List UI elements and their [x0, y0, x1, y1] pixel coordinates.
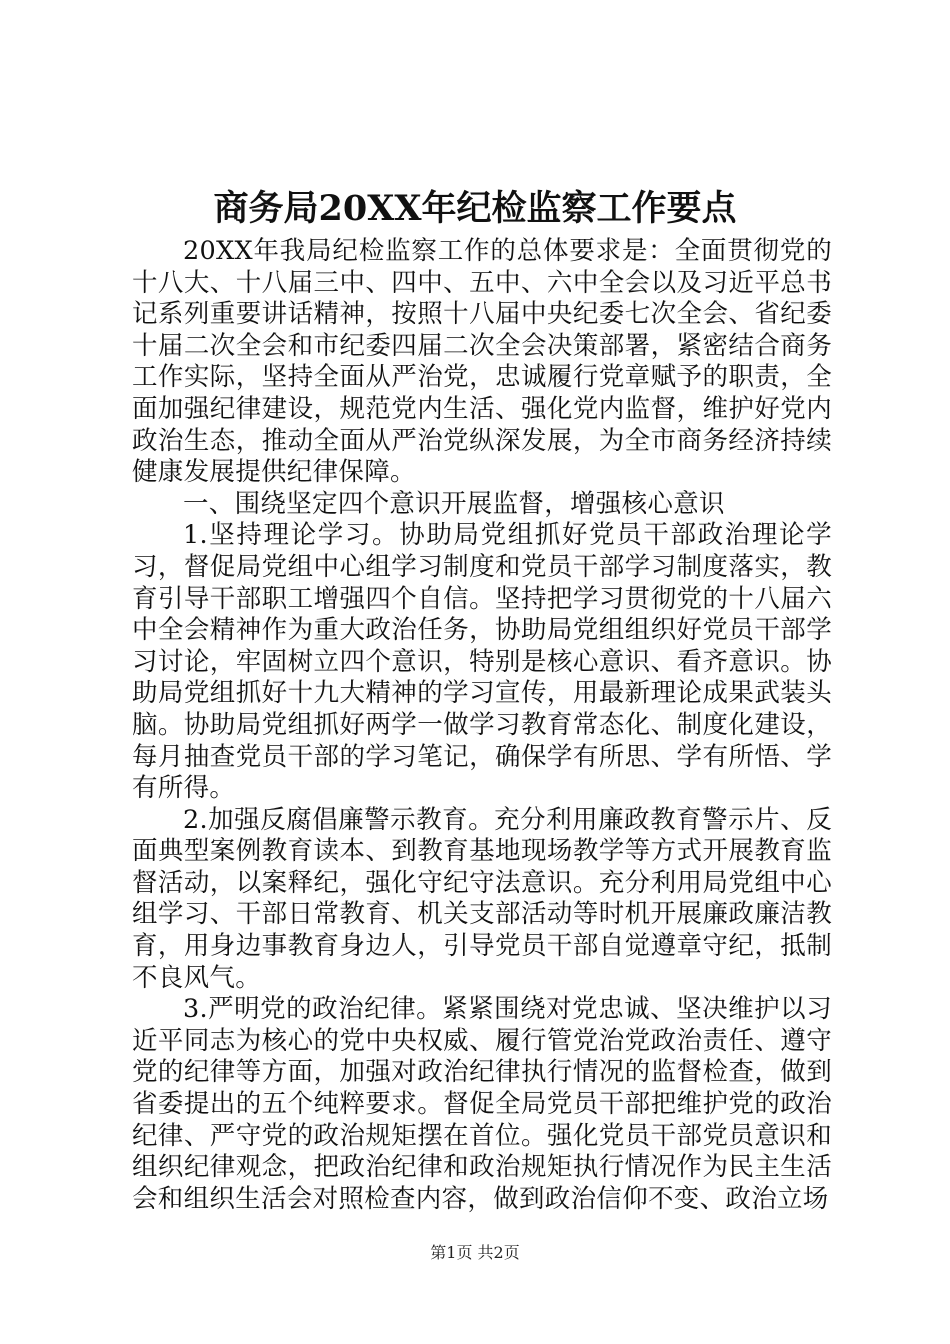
page-footer: 第1页 共2页 — [430, 1243, 520, 1262]
section-heading-1: 一、围绕坚定四个意识开展监督，增强核心意识 — [183, 488, 725, 519]
paragraph-item-1: 1.坚持理论学习。协助局党组抓好党员干部政治理论学习，督促局党组中心组学习制度和党员干部学习制度落实，教育引导干部职工增强四个自信。坚持把学习贯彻党的十八届六中全会精神作为重大政治任务，协助局党组组织好党员干部学习讨论，牢固树立四个意识，特别是核心意识、看齐意识。协助局党组抓好十九大精神的学习宣传，用最新理论成果武装头脑。协助局党组抓好两学一做学习教育常态化、制度化建设，每月抽查党员干部的学习笔记，确保学有所思、学有所悟、学有所得。 — [132, 520, 832, 804]
document-body — [132, 236, 832, 1215]
document-title: 商务局20XX年纪检监察工作要点 — [213, 188, 737, 229]
paragraph-overview: 20XX年我局纪检监察工作的总体要求是：全面贯彻党的十八大、十八届三中、四中、五中、六中全会以及习近平总书记系列重要讲话精神，按照十八届中央纪委七次全会、省纪委十届二次全会和市纪委四届二次全会决策部署，紧密结合商务工作实际，坚持全面从严治党，忠诚履行党章赋予的职责，全面加强纪律建设，规范党内生活、强化党内监督，维护好党内政治生态，推动全面从严治党纵深发展，为全市商务经济持续健康发展提供纪律保障。 — [132, 236, 832, 488]
paragraph-item-3: 3.严明党的政治纪律。紧紧围绕对党忠诚、坚决维护以习近平同志为核心的党中央权威、履行管党治党政治责任、遵守党的纪律等方面，加强对政治纪律执行情况的监督检查，做到省委提出的五个纯粹要求。督促全局党员干部把维护党的政治纪律、严守党的政治规矩摆在首位。强化党员干部党员意识和组织纪律观念，把政治纪律和政治规矩执行情况作为民主生活会和组织生活会对照检查内容，做到政治信仰不变、政治立场 — [132, 994, 832, 1214]
paragraph-item-2: 2.加强反腐倡廉警示教育。充分利用廉政教育警示片、反面典型案例教育读本、到教育基地现场教学等方式开展教育监督活动，以案释纪，强化守纪守法意识。充分利用局党组中心组学习、干部日常教育、机关支部活动等时机开展廉政廉洁教育，用身边事教育身边人，引导党员干部自觉遵章守纪，抵制不良风气。 — [132, 804, 832, 993]
